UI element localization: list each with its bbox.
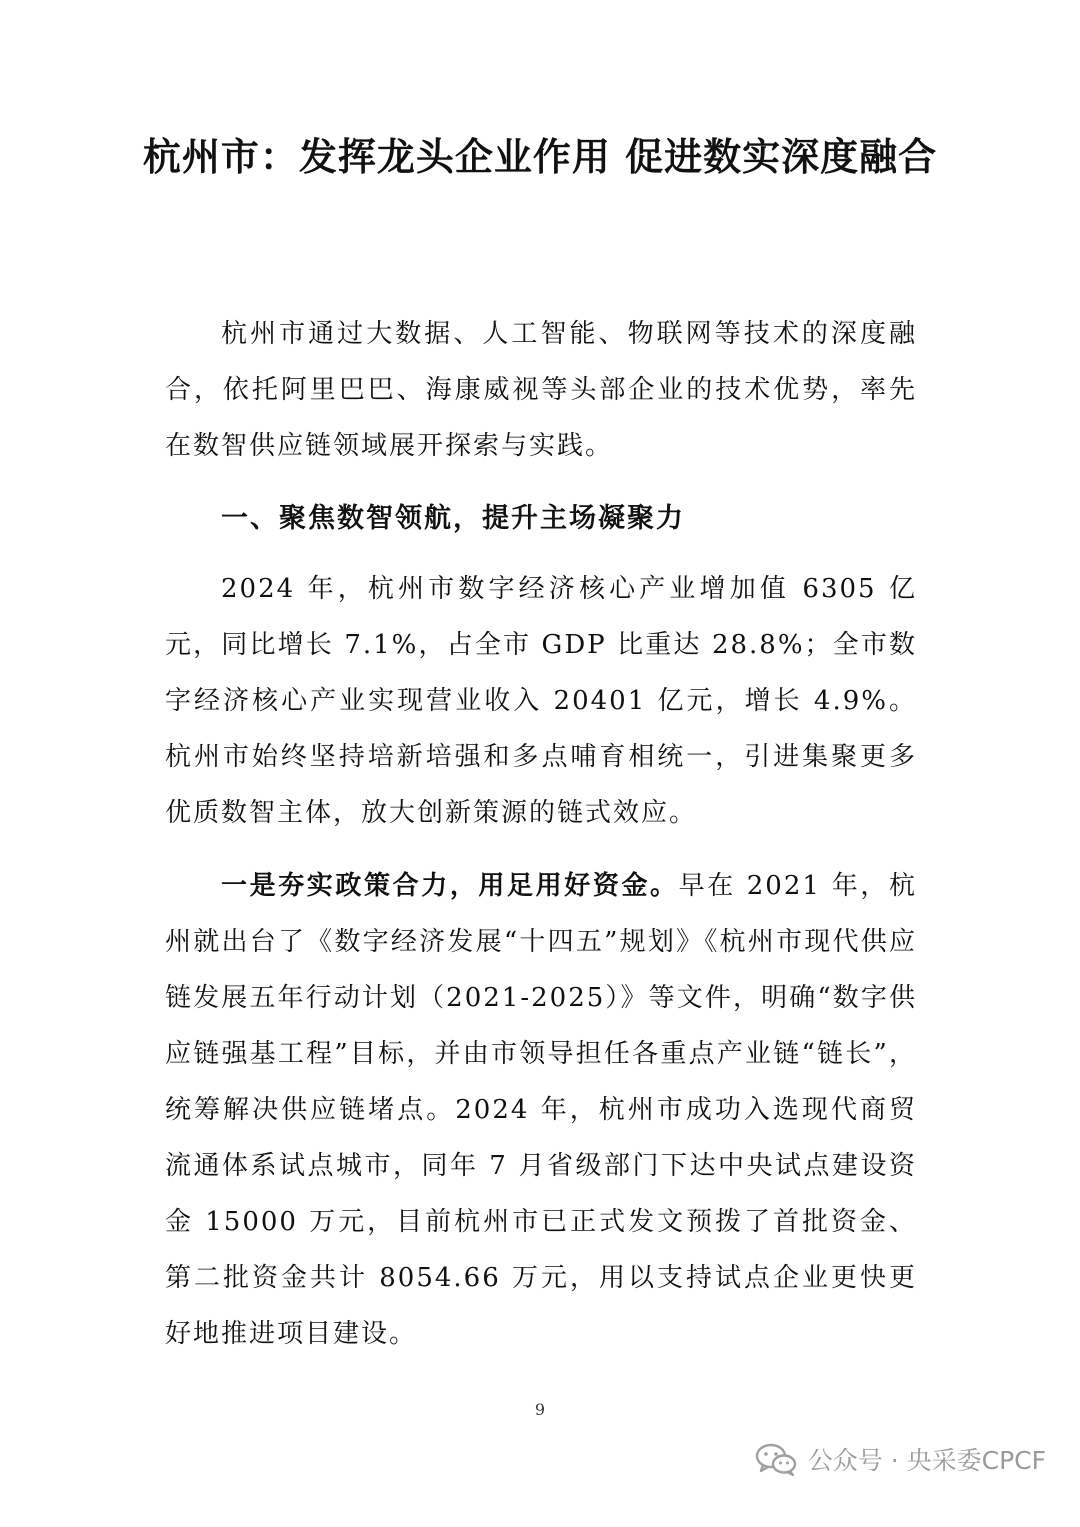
- paragraph-policy: [165, 858, 917, 1362]
- watermark: [754, 1437, 1046, 1481]
- paragraph-lead-bold: 一是夯实政策合力，用足用好资金。: [221, 871, 679, 901]
- wechat-icon: [754, 1442, 798, 1476]
- document-title: 杭州市：发挥龙头企业作用 促进数实深度融合: [142, 134, 938, 179]
- watermark-text: 公众号 · 央采委CPCF: [807, 1446, 1046, 1475]
- intro-paragraph: 杭州市通过大数据、人工智能、物联网等技术的深度融合，依托阿里巴巴、海康威视等头部企业的技术优势，率先在数智供应链领域展开探索与实践。: [165, 319, 917, 461]
- page-number: 9: [534, 1400, 546, 1419]
- paragraph-body-text: 早在 2021 年，杭州就出台了《数字经济发展“十四五”规划》《杭州市现代供应链发展五年行动计划（2021-2025）》等文件，明确“数字供应链强基工程”目标，并由市领导担任各重点产业链“链长”，统筹解决供应链堵点。2024 年，杭州市成功入选现代商贸流通体系试点城市，同年 7 月省级部门下达中央试点建设资金 15000 万元，目前杭州市已正式发文预拨了首批资金、第二批资金共计 8054.66 万元，用以支持试点企业更快更好地推进项目建设。: [165, 871, 917, 1349]
- paragraph-digital-economy: 2024 年，杭州市数字经济核心产业增加值 6305 亿元，同比增长 7.1%，占全市 GDP 比重达 28.8%；全市数字经济核心产业实现营业收入 20401 亿元，增长 4.9%。杭州市始终坚持培新培强和多点哺育相统一，引进集聚更多优质数智主体，放大创新策源的链式效应。: [165, 574, 917, 828]
- section-heading-1: 一、聚焦数智领航，提升主场凝聚力: [221, 503, 685, 534]
